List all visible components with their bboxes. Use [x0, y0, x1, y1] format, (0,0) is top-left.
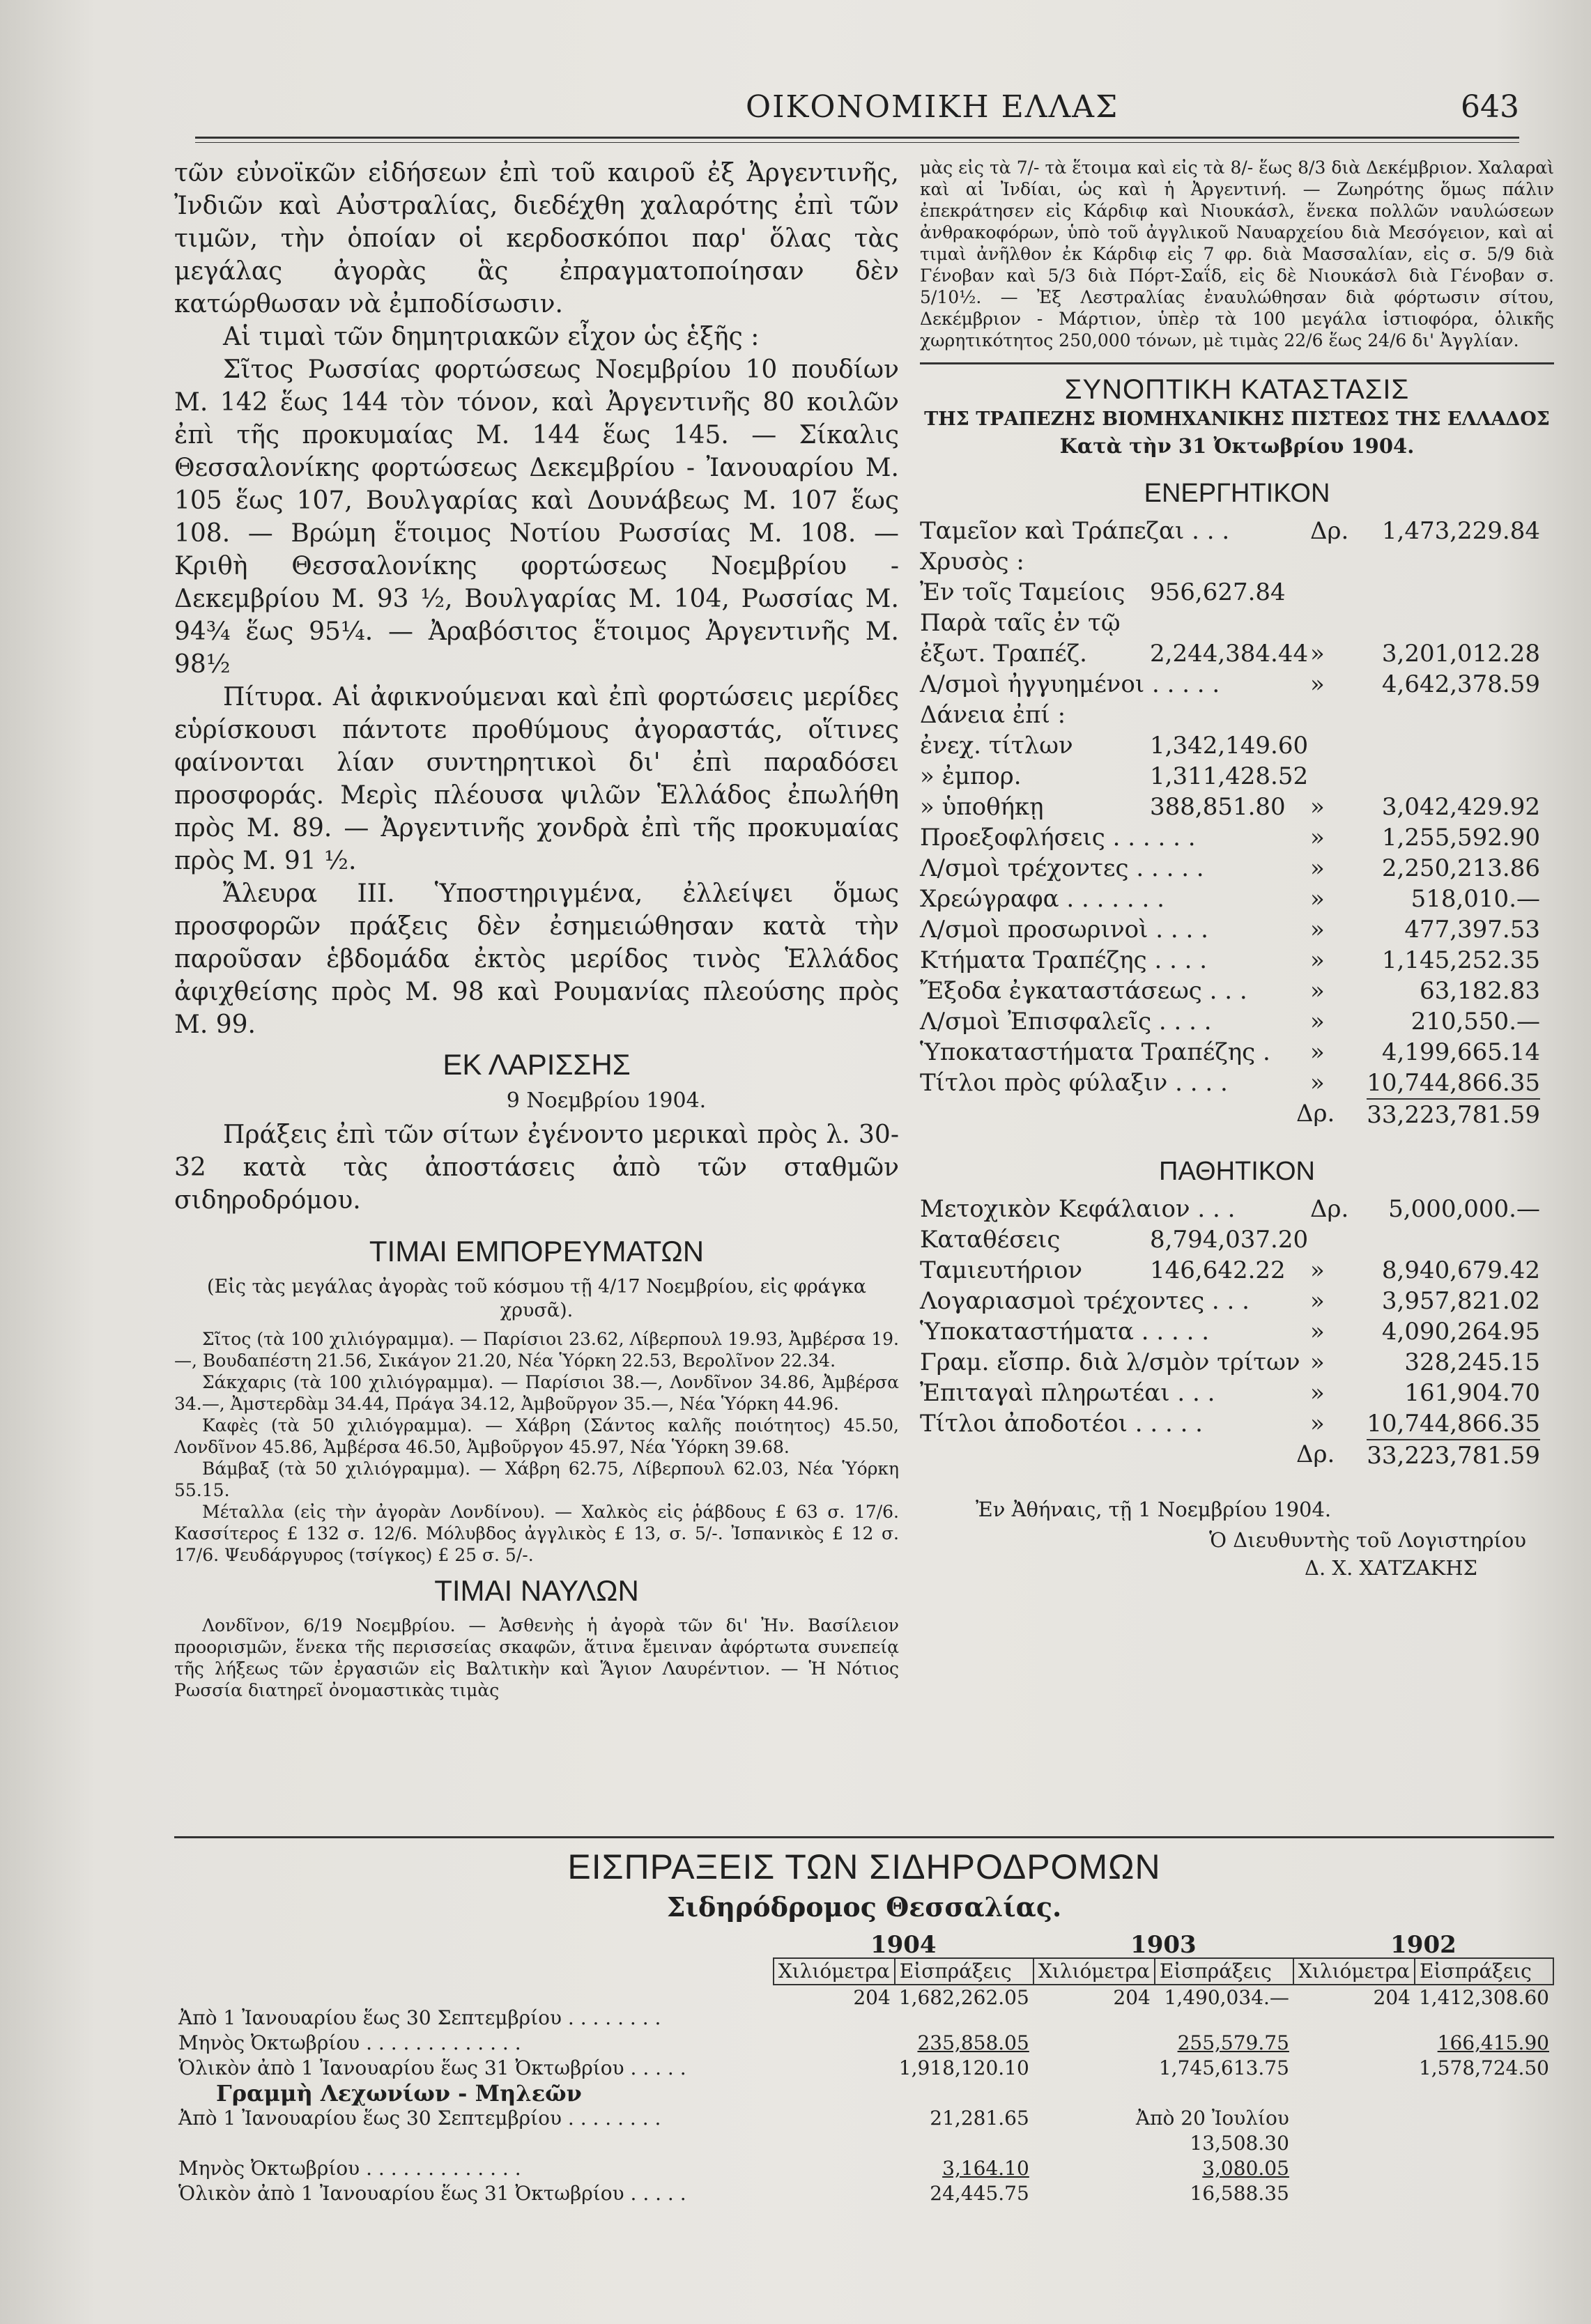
asset-row [920, 608, 1554, 638]
place-date: Ἐν Ἀθήναις, τῇ 1 Νοεμβρίου 1904. [976, 1498, 1332, 1521]
header-rule [195, 137, 1519, 139]
goods-prices-heading: ΤΙΜΑΙ ΕΜΠΟΡΕΥΜΑΤΩΝ [369, 1235, 705, 1268]
year-1902: 1902 [1390, 1931, 1457, 1959]
liability-row [920, 1347, 1554, 1378]
liabilities-total-currency: Δρ. [1296, 1440, 1335, 1468]
statement-date: Κατὰ τὴν 31 Ὀκτωβρίου 1904. [1059, 434, 1415, 458]
liability-subtotal: 8,794,037.20 [1150, 1226, 1309, 1254]
km-1904: 204 [853, 1986, 891, 2009]
assets-total-currency: Δρ. [1296, 1100, 1335, 1128]
asset-label: Δάνεια ἐπί : [920, 701, 1066, 729]
asset-label: ἐξωτ. Τραπέζ. [920, 640, 1087, 668]
asset-currency: » [1310, 1069, 1325, 1097]
km-header-1902: Χιλιόμετρα [1293, 1958, 1415, 1985]
left-column [174, 157, 899, 1701]
asset-currency: » [1310, 793, 1325, 821]
railway-value: 166,415.90 [1437, 2031, 1549, 2054]
asset-label: Παρὰ ταῖς ἐν τῷ [920, 609, 1121, 637]
liability-label: Ὑποκαταστήματα . . . . . [920, 1318, 1210, 1346]
railway-value: 1,918,120.10 [898, 2056, 1029, 2079]
asset-row [920, 853, 1554, 884]
asset-row [920, 914, 1554, 945]
rev-header-1904: Εἰσπράξεις [895, 1958, 1033, 1985]
asset-row [920, 669, 1554, 700]
goods-coffee: Καφὲς (τὰ 50 χιλιόγραμμα). — Χάβρη (Σάντος καλῆς ποιότητος) 45.50, Λονδῖνον 45.86, Ἀμβέρσα 46.50, Ἀμβοῦργον 45.97, Νέα Ὑόρκη 39.68. [174, 1415, 899, 1457]
railway-note: 16,588.35 [1190, 2182, 1289, 2205]
liability-row [920, 1316, 1554, 1347]
asset-label: Ἐν τοῖς Ταμείοις [920, 578, 1125, 606]
railway-row-label: Ὁλικὸν ἀπὸ 1 Ἰανουαρίου ἕως 31 Ὀκτωβρίου . . . . . [178, 2056, 686, 2079]
asset-subtotal: 1,342,149.60 [1150, 732, 1309, 760]
railway-row-label: Ὁλικὸν ἀπὸ 1 Ἰανουαρίου ἕως 31 Ὀκτωβρίου . . . . . [178, 2182, 686, 2205]
year-1903: 1903 [1130, 1931, 1197, 1959]
liability-row [920, 1255, 1554, 1286]
asset-label: Λ/σμοὶ τρέχοντες . . . . . [920, 854, 1204, 882]
liabilities-total-row [920, 1439, 1554, 1470]
railway-row-label: Μηνὸς Ὀκτωβρίου . . . . . . . . . . . . . [178, 2031, 521, 2054]
liability-row [920, 1378, 1554, 1408]
km-header-1903: Χιλιόμετρα [1033, 1958, 1155, 1985]
asset-currency: » [1310, 640, 1325, 668]
larissa-date: 9 Νοεμβρίου 1904. [506, 1088, 707, 1113]
rev-header-1902: Εἰσπράξεις [1415, 1958, 1553, 1985]
liability-currency: » [1310, 1348, 1325, 1376]
flour-paragraph: Ἄλευρα ΙΙΙ. Ὑποστηριγμένα, ἐλλείψει ὅμως προσφορῶν πράξεις δὲν ἐσημειώθησαν κατὰ τὴν παροῦσαν ἑβδομάδα ἐκτὸς μερίδος τινὸς Ἑλλάδος ἀφιχθείσης πρὸς Μ. 98 καὶ Ρουμανίας πλεούσης πρὸς Μ. 99. [174, 879, 899, 1039]
larissa-heading: ΕΚ ΛΑΡΙΣΣΗΣ [443, 1048, 631, 1081]
railway-note: 3,080.05 [1202, 2157, 1289, 2180]
asset-value: 1,255,592.90 [1381, 824, 1540, 852]
railway-value: 235,858.05 [917, 2031, 1029, 2054]
assets-total-row [920, 1098, 1554, 1129]
railway-value: 21,281.65 [930, 2107, 1029, 2130]
rev-header-1903: Εἰσπράξεις [1155, 1958, 1293, 1985]
grain-intro-paragraph: τῶν εὐνοϊκῶν εἰδήσεων ἐπὶ τοῦ καιροῦ ἐξ Ἀργεντινῆς, Ἰνδιῶν καὶ Αὐστραλίας, διεδέχθη χαλαρότης ἐπὶ τῶν τιμῶν, τὴν ὁποίαν οἱ κερδοσκόποι παρ' ὅλας τὰς μεγάλας ἀγορὰς ἃς ἐπραγματοποίησαν δὲν κατώρθωσαν νὰ ἐμποδίσωσιν. [174, 159, 899, 318]
railway-note: Ἀπὸ 20 Ἰουλίου 13,508.30 [1135, 2107, 1289, 2155]
liabilities-table [920, 1194, 1554, 1439]
freight-continued-paragraph: μὰς εἰς τὰ 7/- τὰ ἕτοιμα καὶ εἰς τὰ 8/- ἕως 8/3 διὰ Δεκέμβριον. Χαλαραὶ καὶ αἱ Ἰνδίαι, ὡς καὶ ἡ Ἀργεντινή. — Ζωηρότης ὅμως πάλιν ἐπεκράτησεν εἰς Κάρδιφ καὶ Νιουκάσλ, ἕνεκα πολλῶν ναυλώσεων ἀνθρακοφόρων, ὑπὸ τοῦ ἀγγλικοῦ Ναυαρχείου διὰ Μεσόγειον, καὶ αἱ τιμαὶ ἀνῆλθον ἐκ Κάρδιφ εἰς 7 φρ. διὰ Μασσαλίαν, εἰς σ. 5/9 διὰ Γένοβαν καὶ 5/3 διὰ Πόρτ-Σαΐδ, εἰς δὲ Νιουκάσλ διὰ Γένοβαν σ. 5/10½. — Ἐξ Λεστραλίας ἐναυλώθησαν διὰ φόρτωσιν σίτου, Δεκέμβριον - Μάρτιον, ὑπὲρ τὰ 100 μεγάλα ἱστιοφόρα, ὁλικῆς χωρητικότητος 250,000 τόνων, μὲ τιμὰς 22/6 ἕως 24/6 δι' Ἀγγλίαν. [920, 157, 1554, 351]
liability-currency: » [1310, 1379, 1325, 1407]
km-header-1904: Χιλιόμετρα [774, 1958, 895, 1985]
asset-subtotal: 2,244,384.44 [1150, 640, 1309, 668]
asset-subtotal: 388,851.80 [1150, 793, 1286, 821]
liability-row [920, 1286, 1554, 1316]
statement-title: ΣΥΝΟΠΤΙΚΗ ΚΑΤΑΣΤΑΣΙΣ [1064, 374, 1410, 405]
asset-row [920, 700, 1554, 730]
asset-label: Προεξοφλήσεις . . . . . . [920, 824, 1196, 852]
goods-metals: Μέταλλα (εἰς τὴν ἀγορὰν Λονδίνου). — Χαλκὸς εἰς ῥάβδους £ 63 σ. 17/6. Κασσίτερος £ 132 σ. 12/6. Μόλυβδος ἀγγλικὸς £ 13, σ. 5/-. Ἰσπανικὸς £ 12 σ. 17/6. Ψευδάργυρος (τσίγκος) £ 25 σ. 5/-. [174, 1502, 899, 1565]
asset-label: Ἔξοδα ἐγκαταστάσεως . . . [920, 977, 1247, 1005]
asset-value: 4,199,665.14 [1381, 1038, 1540, 1066]
railway-table [174, 1932, 1554, 2206]
asset-label: Λ/σμοὶ προσωρινοὶ . . . . [920, 916, 1208, 944]
asset-currency: Δρ. [1310, 517, 1349, 545]
asset-value: 4,642,378.59 [1381, 670, 1540, 698]
asset-row [920, 546, 1554, 577]
asset-currency: » [1310, 977, 1325, 1005]
asset-row [920, 884, 1554, 914]
liability-value: 4,090,264.95 [1381, 1318, 1540, 1346]
railway-subtitle: Σιδηρόδρομος Θεσσαλίας. [666, 1891, 1062, 1923]
railway-row-label: Μηνὸς Ὀκτωβρίου . . . . . . . . . . . . . [178, 2157, 521, 2180]
statement-bank-name: ΤΗΣ ΤΡΑΠΕΖΗΣ ΒΙΟΜΗΧΑΝΙΚΗΣ ΠΙΣΤΕΩΣ ΤΗΣ ΕΛΛΑΔΟΣ [924, 408, 1550, 430]
liability-row [920, 1194, 1554, 1224]
asset-subtotal: 956,627.84 [1150, 578, 1286, 606]
goods-prices-subtitle: (Εἰς τὰς μεγάλας ἀγορὰς τοῦ κόσμου τῇ 4/17 Νοεμβρίου, εἰς φράγκα χρυσᾶ). [206, 1276, 867, 1321]
railway-value: 255,579.75 [1177, 2031, 1289, 2054]
year-1904: 1904 [870, 1931, 937, 1959]
asset-row [920, 1006, 1554, 1037]
signature-title: Ὁ Διευθυντὴς τοῦ Λογιστηρίου [1209, 1528, 1526, 1552]
liability-label: Καταθέσεις [920, 1226, 1061, 1254]
asset-label: » ὑποθήκῃ [920, 793, 1044, 821]
goods-cotton: Βάμβαξ (τὰ 50 χιλιόγραμμα). — Χάβρη 62.75, Λίβερπουλ 62.03, Νέα Ὑόρκη 55.15. [174, 1459, 899, 1500]
asset-value: 210,550.— [1411, 1008, 1540, 1036]
railway-value: 1,578,724.50 [1418, 2056, 1549, 2079]
liability-value: 10,744,866.35 [1367, 1410, 1540, 1438]
signature-name: Δ. Χ. ΧΑΤΖΑΚΗΣ [1305, 1556, 1477, 1580]
asset-currency: » [1310, 916, 1325, 944]
asset-label: Λ/σμοὶ ἠγγυημένοι . . . . . [920, 670, 1220, 698]
liability-value: 8,940,679.42 [1381, 1256, 1540, 1284]
liability-value: 3,957,821.02 [1381, 1287, 1540, 1315]
asset-value: 1,145,252.35 [1381, 946, 1540, 974]
railway-rule [174, 1836, 1554, 1838]
asset-value: 1,473,229.84 [1381, 517, 1540, 545]
liability-value: 328,245.15 [1404, 1348, 1540, 1376]
railway-row-label: Ἀπὸ 1 Ἰανουαρίου ἕως 30 Σεπτεμβρίου . . . . . . . . [178, 2107, 661, 2130]
asset-label: Τίτλοι πρὸς φύλαξιν . . . . [920, 1069, 1228, 1097]
asset-value: 10,744,866.35 [1367, 1069, 1540, 1097]
asset-row [920, 577, 1554, 608]
assets-table [920, 516, 1554, 1098]
asset-value: 63,182.83 [1419, 977, 1540, 1005]
asset-currency: » [1310, 824, 1325, 852]
page-header [195, 84, 1519, 139]
railway-row-label: Ἀπὸ 1 Ἰανουαρίου ἕως 30 Σεπτεμβρίου . . . . . . . . [178, 2006, 661, 2029]
liabilities-total-value: 33,223,781.59 [1367, 1439, 1540, 1471]
asset-label: Λ/σμοὶ Ἐπισφαλεῖς . . . . [920, 1008, 1212, 1036]
railway-value: 3,164.10 [942, 2157, 1029, 2180]
railway-section [174, 1847, 1554, 2206]
freight-paragraph: Λονδῖνον, 6/19 Νοεμβρίου. — Ἀσθενὴς ἡ ἀγορὰ τῶν δι' Ἠν. Βασίλειον προορισμῶν, ἕνεκα τῆς περισσείας σκαφῶν, ἅτινα ἔμειναν ἀφόρτωτα συνεπείᾳ τῆς λήξεως τῶν ἐργασιῶν εἰς Βαλτικὴν καὶ Ἅγιον Λαυρέντιον. — Ἡ Νότιος Ρωσσία διατηρεῖ ὀνομαστικὰς τιμὰς [174, 1615, 899, 1700]
liability-currency: » [1310, 1287, 1325, 1315]
asset-row [920, 730, 1554, 761]
liability-subtotal: 146,642.22 [1150, 1256, 1286, 1284]
asset-row [920, 516, 1554, 546]
liability-label: Τίτλοι ἀποδοτέοι . . . . . [920, 1410, 1203, 1438]
liability-value: 5,000,000.— [1388, 1195, 1540, 1223]
right-column [920, 157, 1554, 1584]
asset-label: ἐνεχ. τίτλων [920, 732, 1073, 760]
asset-label: Ταμεῖον καὶ Τράπεζαι . . . [920, 517, 1230, 545]
railway-value: 1,490,034.— [1164, 1986, 1289, 2009]
asset-row [920, 976, 1554, 1006]
liability-label: Γραμ. εἴσπρ. διὰ λ/σμὸν τρίτων [920, 1348, 1300, 1376]
liability-label: Λογαριασμοὶ τρέχοντες . . . [920, 1287, 1250, 1315]
asset-row [920, 945, 1554, 976]
cereal-prices-lead: Αἱ τιμαὶ τῶν δημητριακῶν εἶχον ὡς ἑξῆς : [223, 323, 760, 351]
goods-wheat: Σῖτος (τὰ 100 χιλιόγραμμα). — Παρίσιοι 23.62, Λίβερπουλ 19.93, Ἀμβέρσα 19.—, Βουδαπέστη 21.56, Σικάγον 21.20, Νέα Ὑόρκη 22.53, Βερολῖνον 22.34. [174, 1329, 899, 1371]
km-1902: 204 [1373, 1986, 1411, 2009]
asset-value: 518,010.— [1411, 885, 1540, 913]
asset-currency: » [1310, 1008, 1325, 1036]
asset-currency: » [1310, 854, 1325, 882]
section-rule [920, 362, 1554, 364]
railway-value: 1,682,262.05 [898, 1986, 1029, 2009]
liability-currency: Δρ. [1310, 1195, 1349, 1223]
freight-prices-heading: ΤΙΜΑΙ ΝΑΥΛΩΝ [434, 1574, 639, 1607]
asset-row [920, 822, 1554, 853]
asset-row [920, 792, 1554, 822]
liability-currency: » [1310, 1256, 1325, 1284]
asset-currency: » [1310, 885, 1325, 913]
asset-currency: » [1310, 946, 1325, 974]
railway-value: 24,445.75 [930, 2182, 1029, 2205]
liability-label: Μετοχικὸν Κεφάλαιον . . . [920, 1195, 1236, 1223]
km-1903: 204 [1113, 1986, 1151, 2009]
asset-row [920, 761, 1554, 792]
asset-row [920, 1037, 1554, 1068]
liability-row [920, 1224, 1554, 1255]
railway-title: ΕΙΣΠΡΑΞΕΙΣ ΤΩΝ ΣΙΔΗΡΟΔΡΟΜΩΝ [567, 1847, 1161, 1886]
running-title: ΟΙΚΟΝΟΜΙΚΗ ΕΛΛΑΣ [746, 89, 1119, 125]
railway-value: 1,745,613.75 [1158, 2056, 1289, 2079]
assets-total-value: 33,223,781.59 [1367, 1098, 1540, 1130]
cereal-prices-paragraph: Σῖτος Ρωσσίας φορτώσεως Νοεμβρίου 10 πουδίων Μ. 142 ἕως 144 τὸν τόνον, καὶ Ἀργεντινῆς 80 κοιλῶν ἐπὶ τῆς προκυμαίας Μ. 144 ἕως 145. — Σίκαλις Θεσσαλονίκης φορτώσεως Δεκεμβρίου - Ἰανουαρίου Μ. 105 ἕως 107, Βουλγαρίας καὶ Δουνάβεως Μ. 107 ἕως 108. — Βρώμη ἕτοιμος Νοτίου Ρωσσίας Μ. 108. — Κριθὴ Θεσσαλονίκης φορτώσεως Νοεμβρίου - Δεκεμβρίου Μ. 93 ½, Βουλγαρίας Μ. 104, Ρωσσίας Μ. 94¾ ἕως 95¼. — Ἀραβόσιτος ἕτοιμος Ἀργεντινῆς Μ. 98½ [174, 355, 899, 679]
liability-label: Ἐπιταγαὶ πληρωτέαι . . . [920, 1379, 1215, 1407]
liability-row [920, 1408, 1554, 1439]
larissa-paragraph: Πράξεις ἐπὶ τῶν σίτων ἐγένοντο μερικαὶ πρὸς λ. 30-32 κατὰ τὰς ἀποστάσεις ἀπὸ τῶν σταθμῶν σιδηροδρόμου. [174, 1121, 899, 1215]
asset-label: Ὑποκαταστήματα Τραπέζης . [920, 1038, 1270, 1066]
liability-value: 161,904.70 [1404, 1379, 1540, 1407]
liabilities-heading: ΠΑΘΗΤΙΚΟΝ [1159, 1157, 1315, 1186]
liability-currency: » [1310, 1410, 1325, 1438]
asset-label: » ἐμπορ. [920, 762, 1022, 790]
asset-value: 3,201,012.28 [1381, 640, 1540, 668]
asset-value: 3,042,429.92 [1381, 793, 1540, 821]
railway-line2-title: Γραμμὴ Λεχωνίων - Μηλεῶν [216, 2080, 582, 2107]
asset-subtotal: 1,311,428.52 [1150, 762, 1309, 790]
asset-value: 477,397.53 [1404, 916, 1540, 944]
asset-value: 2,250,213.86 [1381, 854, 1540, 882]
asset-label: Κτήματα Τραπέζης . . . . [920, 946, 1208, 974]
railway-value: 1,412,308.60 [1418, 1986, 1549, 2009]
liability-label: Ταμιευτήριον [920, 1256, 1082, 1284]
asset-label: Χρυσὸς : [920, 548, 1024, 576]
assets-heading: ΕΝΕΡΓΗΤΙΚΟΝ [1144, 479, 1330, 508]
header-rule-thin [195, 142, 1519, 143]
asset-row [920, 638, 1554, 669]
asset-currency: » [1310, 670, 1325, 698]
asset-label: Χρεώγραφα . . . . . . . [920, 885, 1165, 913]
asset-row [920, 1068, 1554, 1098]
goods-sugar: Σάκχαρις (τὰ 100 χιλιόγραμμα). — Παρίσιοι 38.—, Λονδῖνον 34.86, Ἀμβέρσα 34.—, Ἀμστερδὰμ 34.44, Πράγα 34.12, Ἀμβοῦργον 35.—, Νέα Ὑόρκη 44.96. [174, 1372, 899, 1414]
bran-paragraph: Πίτυρα. Αἱ ἀφικνούμεναι καὶ ἐπὶ φορτώσεις μερίδες εὑρίσκουσι πάντοτε προθύμους ἀγοραστάς, οἵτινες φαίνονται λίαν συντηρητικοὶ δι' ἐπὶ παραδόσει προσφοράς. Μερὶς πλέουσα ψιλῶν Ἑλλάδος ἐπωλήθη πρὸς Μ. 89. — Ἀργεντινῆς χονδρὰ ἐπὶ τῆς προκυμαίας πρὸς Μ. 91 ½. [174, 683, 899, 875]
page-number: 643 [1461, 89, 1519, 125]
liability-currency: » [1310, 1318, 1325, 1346]
asset-currency: » [1310, 1038, 1325, 1066]
